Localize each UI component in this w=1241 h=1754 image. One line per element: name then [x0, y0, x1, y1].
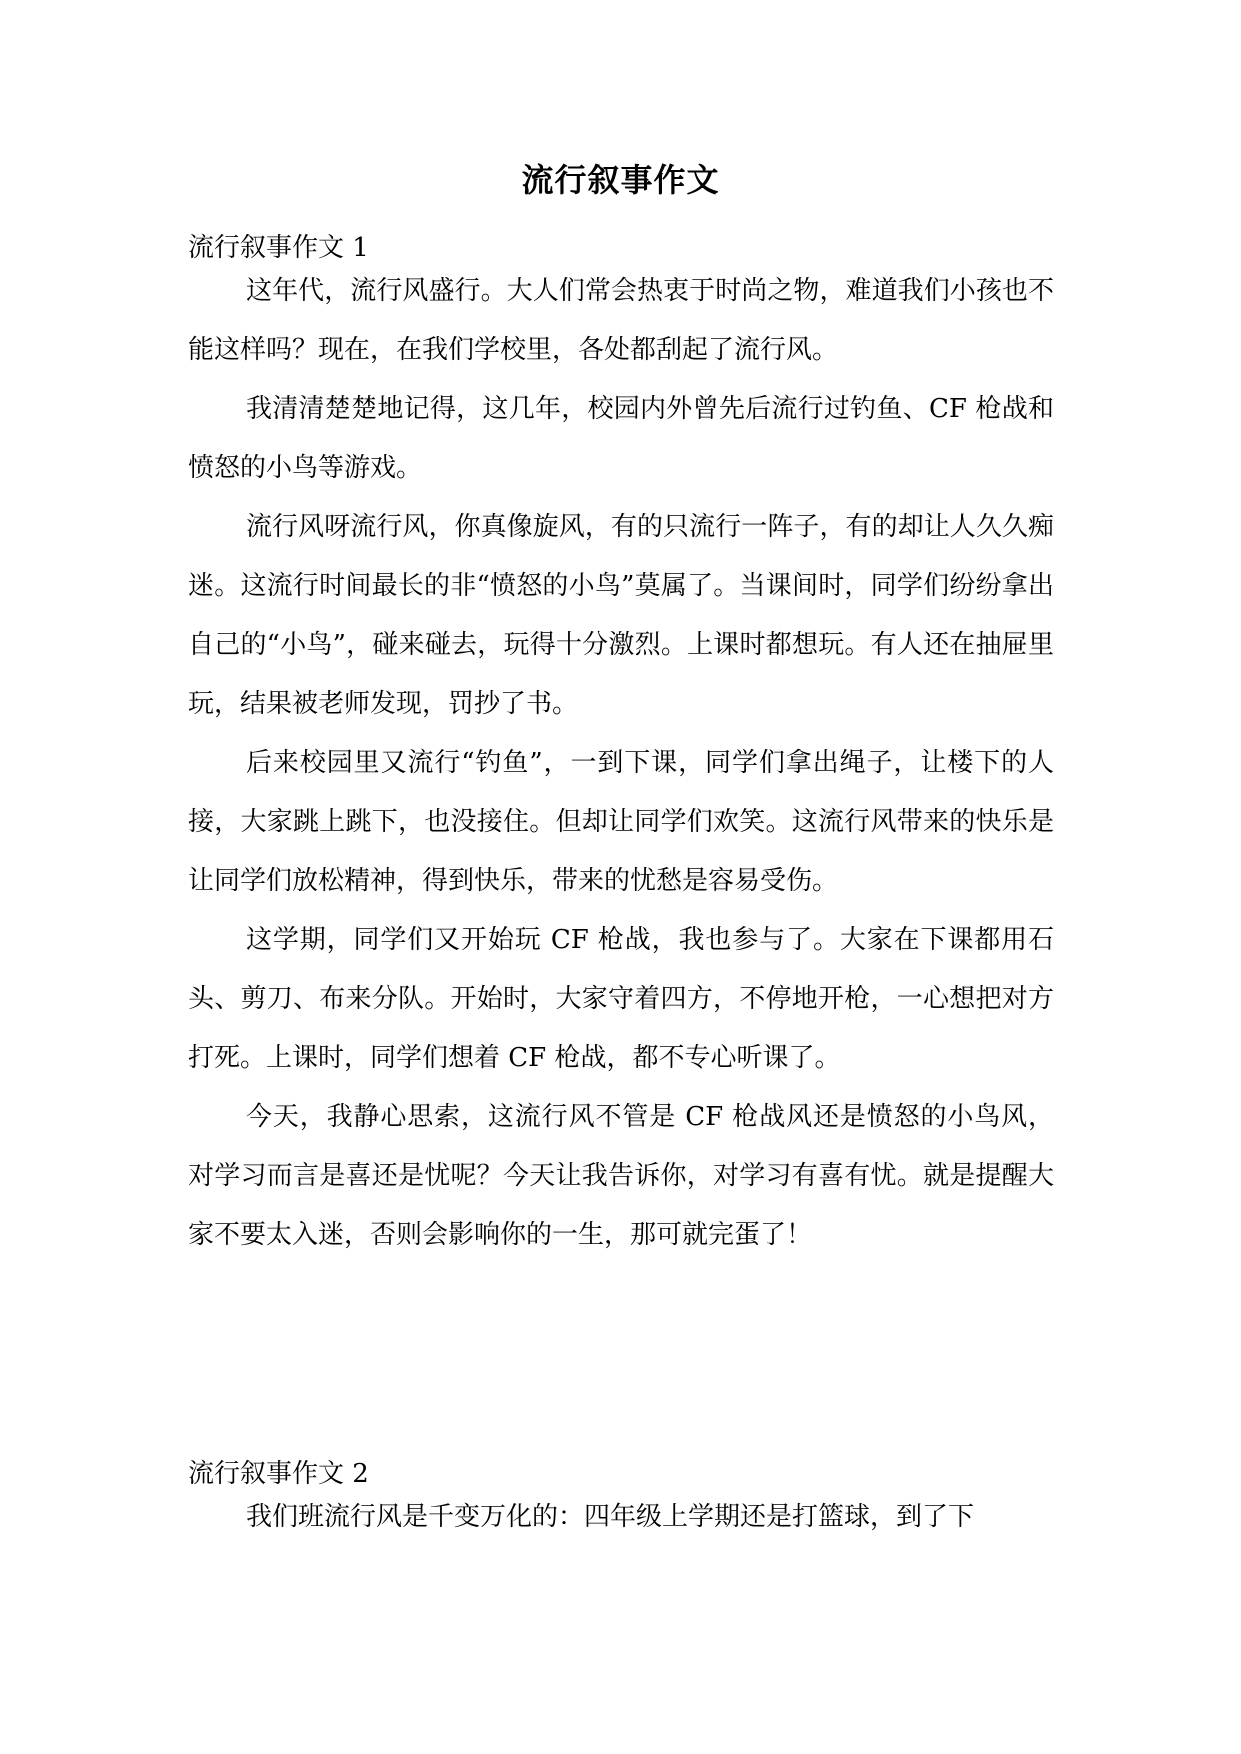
paragraph: 流行风呀流行风，你真像旋风，有的只流行一阵子，有的却让人久久痴迷。这流行时间最长的非“愤怒的小鸟”莫属了。当课间时，同学们纷纷拿出自己的“小鸟”，碰来碰去，玩得十分激烈。上课时都想玩。有人还在抽屉里玩，结果被老师发现，罚抄了书。 — [188, 512, 1054, 719]
section-2-body — [188, 1488, 1054, 1547]
paragraph: 我们班流行风是千变万化的：四年级上学期还是打篮球，到了下 — [246, 1502, 975, 1532]
section-1-body — [188, 262, 1054, 1265]
document-title: 流行叙事作文 — [521, 161, 720, 199]
paragraph: 后来校园里又流行“钓鱼”，一到下课，同学们拿出绳子，让楼下的人接，大家跳上跳下，也没接住。但却让同学们欢笑。这流行风带来的快乐是让同学们放松精神，得到快乐，带来的忧愁是容易受伤。 — [188, 748, 1054, 896]
paragraph: 我清清楚楚地记得，这几年，校园内外曾先后流行过钓鱼、CF 枪战和愤怒的小鸟等游戏。 — [188, 394, 1054, 483]
paragraph: 今天，我静心思索，这流行风不管是 CF 枪战风还是愤怒的小鸟风，对学习而言是喜还是忧呢？今天让我告诉你，对学习有喜有忧。就是提醒大家不要太入迷，否则会影响你的一生，那可就完蛋了！ — [188, 1102, 1054, 1250]
section-heading-1: 流行叙事作文 1 — [188, 233, 369, 263]
paragraph: 这年代，流行风盛行。大人们常会热衷于时尚之物，难道我们小孩也不能这样吗？现在，在我们学校里，各处都刮起了流行风。 — [188, 276, 1054, 365]
paragraph: 这学期，同学们又开始玩 CF 枪战，我也参与了。大家在下课都用石头、剪刀、布来分队。开始时，大家守着四方，不停地开枪，一心想把对方打死。上课时，同学们想着 CF 枪战，都不专心听课了。 — [188, 925, 1054, 1073]
section-heading-2: 流行叙事作文 2 — [188, 1459, 369, 1489]
